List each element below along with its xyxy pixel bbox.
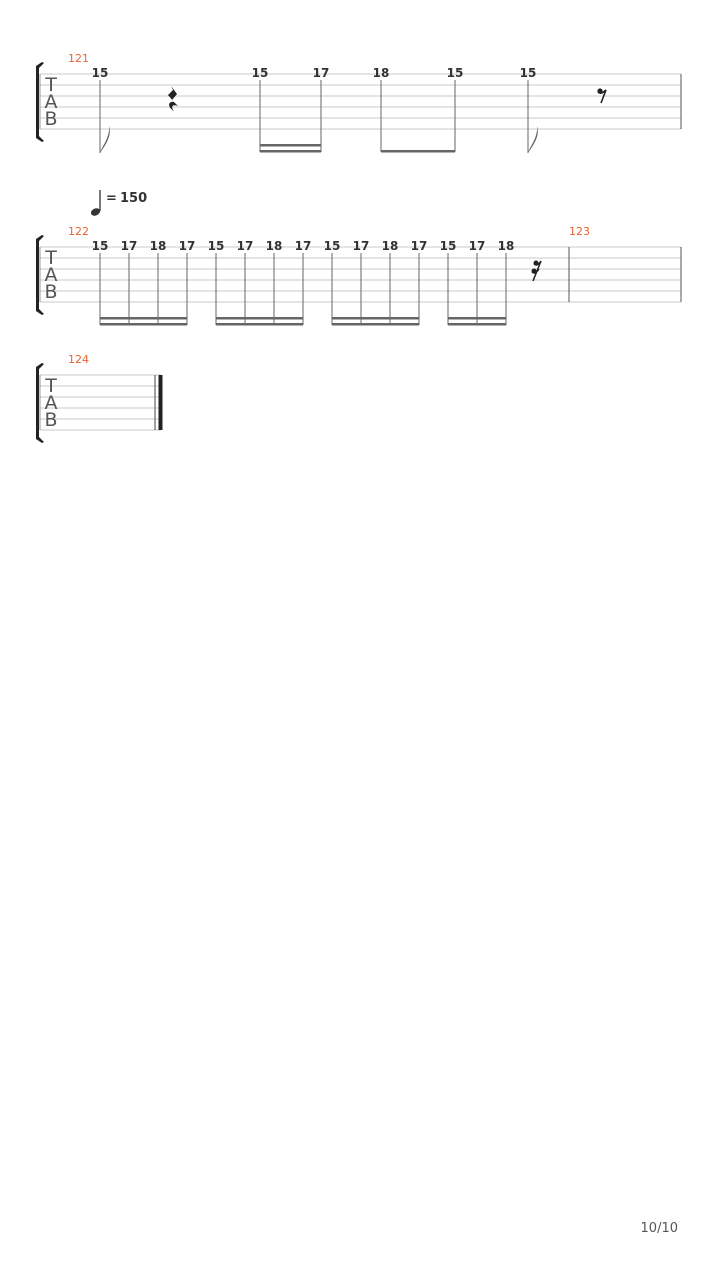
fret-number: 15 <box>91 239 109 253</box>
staff-lines <box>40 74 681 129</box>
system-2 <box>36 225 681 326</box>
tempo-bpm: 150 <box>120 191 148 206</box>
fret-number: 17 <box>468 239 486 253</box>
beam <box>260 144 321 147</box>
fret-number: 18 <box>381 239 399 253</box>
tab-letter-a: A <box>44 392 58 414</box>
fret-number: 15 <box>251 66 269 80</box>
fret-number: 15 <box>207 239 225 253</box>
final-barline-thick <box>159 375 163 430</box>
tab-letter-t: T <box>45 74 57 96</box>
fret-number: 15 <box>519 66 537 80</box>
fret-number: 17 <box>312 66 330 80</box>
bar-number: 122 <box>68 225 89 238</box>
page-number: 10/10 <box>640 1221 678 1236</box>
system-1 <box>36 52 681 153</box>
sixteenth-rest <box>532 261 542 282</box>
tab-letter-t: T <box>45 247 57 269</box>
fret-number: 15 <box>446 66 464 80</box>
eighth-flag <box>528 126 538 153</box>
fret-number: 18 <box>497 239 515 253</box>
bar-number: 123 <box>569 225 590 238</box>
fret-number: 17 <box>294 239 312 253</box>
bar-number: 124 <box>68 353 89 366</box>
tab-letter-b: B <box>44 409 58 431</box>
tab-letter-a: A <box>44 264 58 286</box>
system-3 <box>36 353 163 443</box>
bar-number: 121 <box>68 52 89 65</box>
fret-number: 17 <box>410 239 428 253</box>
tempo-marking <box>90 190 147 217</box>
staff-lines <box>40 375 161 430</box>
fret-number: 17 <box>352 239 370 253</box>
fret-number: 17 <box>178 239 196 253</box>
eighth-flag <box>100 126 110 153</box>
fret-number: 17 <box>120 239 138 253</box>
fret-number: 18 <box>372 66 390 80</box>
fret-number: 15 <box>91 66 109 80</box>
fret-number: 17 <box>236 239 254 253</box>
note-stems <box>100 253 506 325</box>
beam <box>381 150 455 153</box>
tab-letter-a: A <box>44 91 58 113</box>
fret-number: 15 <box>323 239 341 253</box>
tab-letter-b: B <box>44 108 58 130</box>
fret-number: 18 <box>265 239 283 253</box>
tab-letter-t: T <box>45 375 57 397</box>
note-stems <box>100 80 528 153</box>
fret-number: 15 <box>439 239 457 253</box>
fret-number: 18 <box>149 239 167 253</box>
tempo-equals: = <box>106 191 117 206</box>
beam <box>260 150 321 153</box>
tab-letter-b: B <box>44 281 58 303</box>
